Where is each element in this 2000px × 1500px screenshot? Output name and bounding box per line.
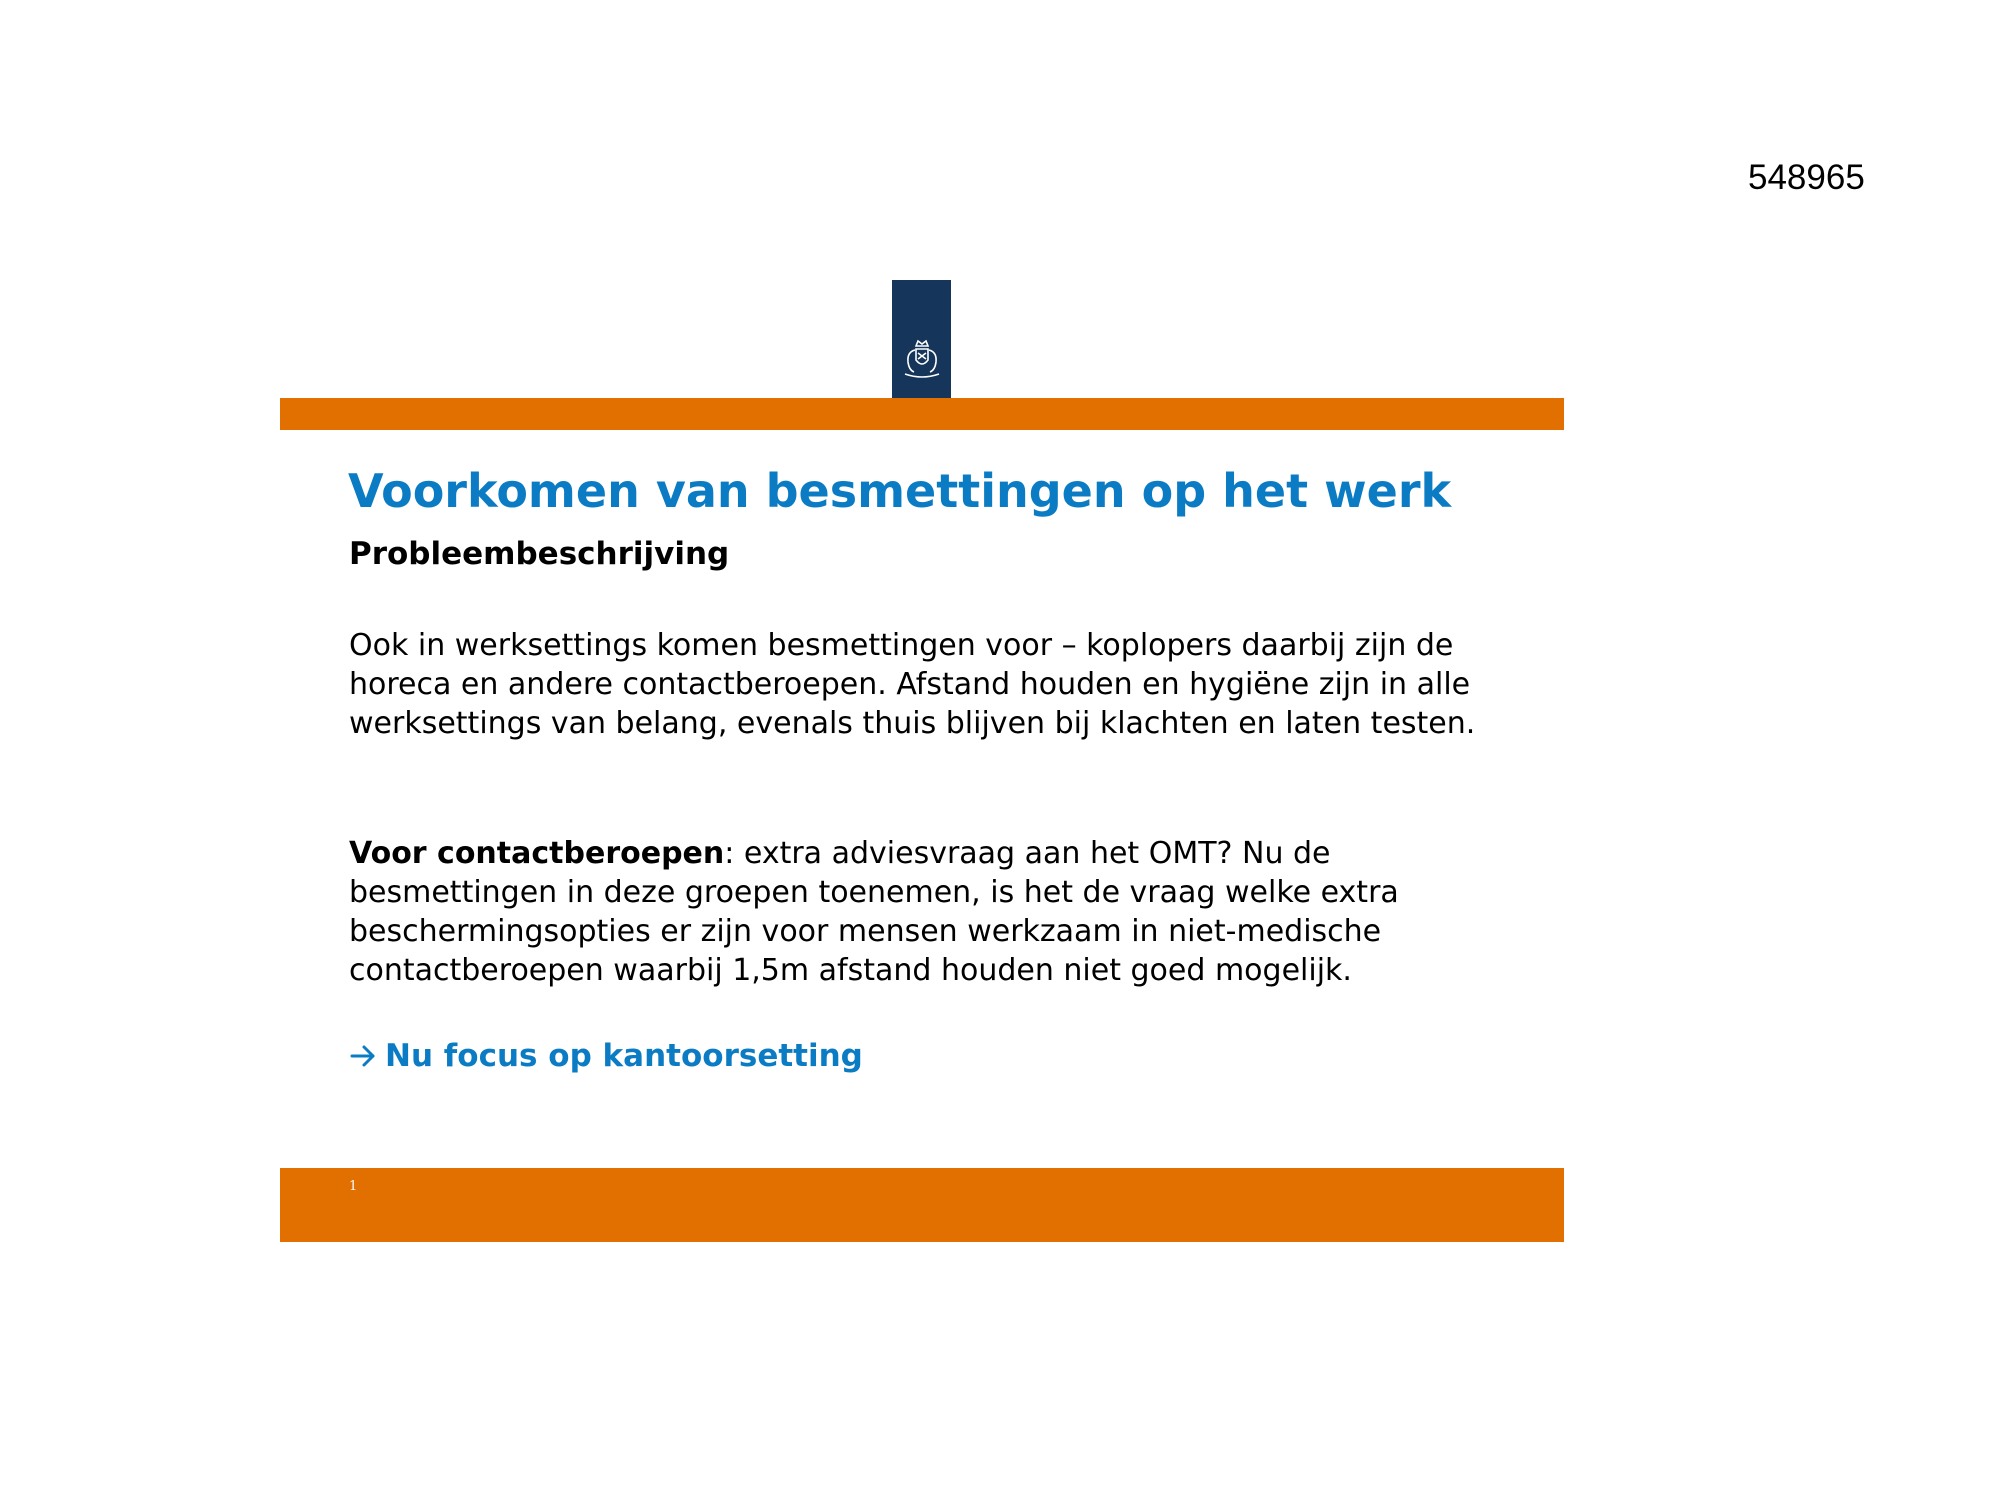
paragraph-2-lead: Voor contactberoepen — [349, 836, 725, 871]
document-id: 548965 — [1748, 158, 1865, 197]
page-number: 1 — [349, 1179, 358, 1194]
slide-title: Voorkomen van besmettingen op het werk — [348, 464, 1452, 518]
arrow-right-icon — [349, 1043, 377, 1069]
slide-subtitle: Probleembeschrijving — [349, 536, 730, 572]
focus-line — [349, 1038, 863, 1074]
focus-text: Nu focus op kantoorsetting — [385, 1038, 863, 1074]
paragraph-1: Ook in werksettings komen besmettingen voor – koplopers daarbij zijn de horeca en andere contactberoepen. Afstand houden en hygiëne zijn in alle werksettings van belang, evenals thuis blijven bij klachten en laten testen. — [349, 628, 1476, 741]
logo — [892, 280, 951, 398]
top-orange-bar — [280, 398, 1564, 430]
slide — [280, 280, 1564, 1242]
bottom-orange-bar — [280, 1168, 1564, 1242]
coat-of-arms-icon — [899, 336, 945, 382]
paragraph-2-text: : extra adviesvraag aan het OMT? Nu de besmettingen in deze groepen toenemen, is het de vraag welke extra beschermingsopties er zijn voor mensen werkzaam in niet-medische contactberoepen waarbij 1,5m afstand houden niet goed mogelijk. — [349, 836, 1399, 988]
paragraph-2 — [349, 834, 1509, 990]
